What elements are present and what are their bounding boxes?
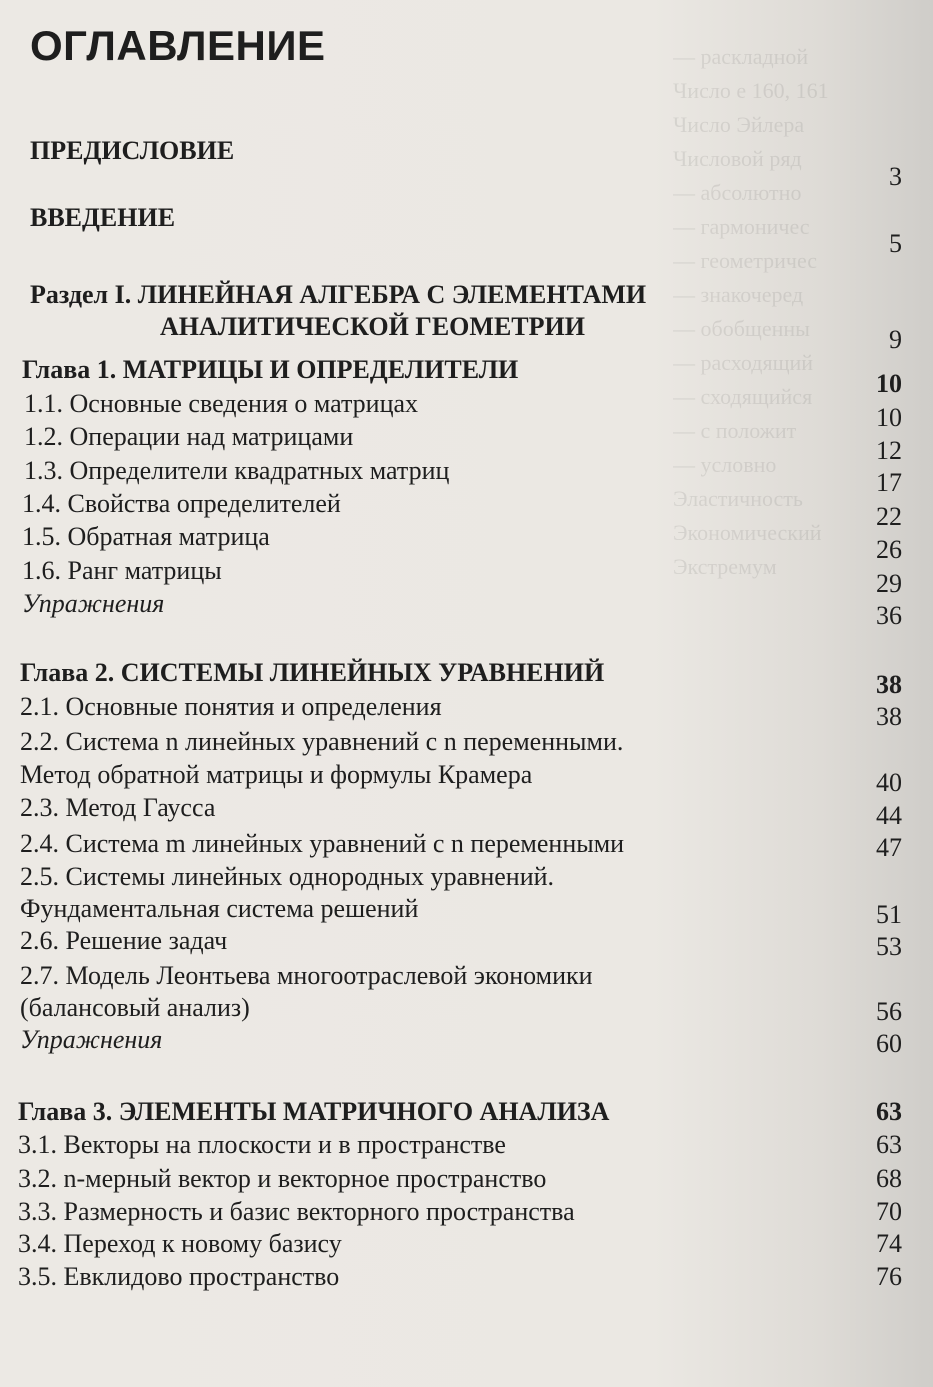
toc-entry-1-6[interactable] xyxy=(0,556,933,598)
toc-entry-text: 1.5. Обратная матрица xyxy=(22,522,270,551)
toc-entry-2-6[interactable] xyxy=(0,926,933,961)
toc-entry-3-3[interactable] xyxy=(0,1197,933,1229)
toc-entry-2-4[interactable] xyxy=(0,829,933,861)
toc-entry-text: 1.3. Определители квадратных матриц xyxy=(24,456,450,485)
toc-entry-page: 26 xyxy=(876,535,902,564)
toc-entry-page: 3 xyxy=(889,162,902,191)
toc-entry-page: 40 xyxy=(876,768,902,797)
toc-entry-1-4[interactable] xyxy=(0,489,933,531)
toc-entry-page: 29 xyxy=(876,569,902,598)
toc-entry-text: Фундаментальная система решений xyxy=(20,894,419,923)
toc-entry-text: Глава 2. СИСТЕМЫ ЛИНЕЙНЫХ УРАВНЕНИЙ xyxy=(20,658,605,687)
toc-entry-1-1[interactable] xyxy=(0,389,933,432)
toc-entry-page: 38 xyxy=(876,670,902,699)
toc-entry-page: 10 xyxy=(876,403,902,432)
toc-entry-page: 36 xyxy=(876,601,902,630)
toc-chapter-2[interactable] xyxy=(0,658,933,699)
toc-entry-page: 63 xyxy=(876,1130,902,1159)
toc-entry-page: 51 xyxy=(876,900,902,929)
toc-entry-2-7-line-1[interactable] xyxy=(0,961,933,993)
toc-entry-text: ВВЕДЕНИЕ xyxy=(30,203,176,232)
toc-part-1-line-1[interactable] xyxy=(0,280,933,312)
toc-entry-2-7-line-2[interactable] xyxy=(0,993,933,1025)
toc-entry-page: 70 xyxy=(876,1197,902,1226)
toc-entry-text: 1.4. Свойства определителей xyxy=(22,489,341,518)
toc-title: ОГЛАВЛЕНИЕ xyxy=(30,22,326,69)
toc-entry-page: 38 xyxy=(876,702,902,731)
toc-entry-text: 1.2. Операции над матрицами xyxy=(24,422,354,451)
toc-entry-text: (балансовый анализ) xyxy=(20,993,250,1022)
toc-entry-1-3[interactable] xyxy=(0,456,933,497)
toc-entry-page: 10 xyxy=(876,369,902,398)
toc-entry-2-2-line-2[interactable] xyxy=(0,760,933,797)
toc-entry-text: 2.6. Решение задач xyxy=(20,926,228,955)
toc-entry-3-1[interactable] xyxy=(0,1130,933,1162)
toc-entry-text: Глава 1. МАТРИЦЫ И ОПРЕДЕЛИТЕЛИ xyxy=(22,355,519,384)
toc-entry-page: 63 xyxy=(876,1097,902,1126)
toc-entry-page: 12 xyxy=(876,436,902,465)
toc-entry-text: Метод обратной матрицы и формулы Крамера xyxy=(20,760,533,789)
toc-entry-page: 60 xyxy=(876,1029,902,1058)
toc-entry-exercises-1[interactable] xyxy=(0,589,933,630)
toc-entry-text: АНАЛИТИЧЕСКОЙ ГЕОМЕТРИИ xyxy=(160,312,585,341)
toc-entry-3-5[interactable] xyxy=(0,1262,933,1294)
toc-chapter-1[interactable] xyxy=(0,355,933,398)
toc-entry-2-5-line-1[interactable] xyxy=(0,862,933,894)
toc-entry-text: Упражнения xyxy=(22,589,165,618)
toc-entry-text: 3.5. Евклидово пространство xyxy=(18,1262,340,1291)
toc-entry-text: 3.3. Размерность и базис векторного пространства xyxy=(18,1197,575,1226)
toc-entry-text: 3.1. Векторы на плоскости и в пространстве xyxy=(18,1130,506,1159)
toc-entry-exercises-2[interactable] xyxy=(0,1025,933,1057)
toc-part-1-line-2[interactable] xyxy=(0,312,933,354)
show-through-text: — раскладной Число e 160, 161 Число Эйлера Числовой ряд — абсолютно — гармоничес — геометричес — знакочеред — обобщенны — расходящий — сходящийся — с положит — условно Эластичность Экономический Экстремум xyxy=(673,44,829,579)
toc-entry-text: Упражнения xyxy=(20,1025,163,1054)
toc-entry-page: 68 xyxy=(876,1164,902,1193)
toc-entry-text: 1.1. Основные сведения о матрицах xyxy=(24,389,419,418)
toc-entry-3-4[interactable] xyxy=(0,1229,933,1261)
toc-entry-2-2-line-1[interactable] xyxy=(0,727,933,759)
toc-entry-page: 47 xyxy=(876,833,902,862)
toc-entry-introduction[interactable] xyxy=(0,203,933,258)
toc-chapter-3[interactable] xyxy=(0,1097,933,1129)
toc-entry-text: 2.4. Система m линейных уравнений с n переменными xyxy=(20,829,625,858)
toc-entry-page: 53 xyxy=(876,932,902,961)
toc-entry-preface[interactable] xyxy=(0,136,933,191)
toc-entry-page: 9 xyxy=(889,325,902,354)
toc-entry-text: 3.2. n-мерный вектор и векторное пространство xyxy=(18,1164,547,1193)
toc-entry-page: 74 xyxy=(876,1229,902,1258)
toc-entry-2-5-line-2[interactable] xyxy=(0,894,933,929)
toc-entry-page: 5 xyxy=(889,229,902,258)
toc-entry-page: 17 xyxy=(876,468,902,497)
toc-entry-3-2[interactable] xyxy=(0,1164,933,1196)
toc-entry-text: 1.6. Ранг матрицы xyxy=(22,556,222,585)
toc-entry-2-3[interactable] xyxy=(0,793,933,830)
toc-entry-text: ПРЕДИСЛОВИЕ xyxy=(30,136,235,165)
toc-entry-text: Глава 3. ЭЛЕМЕНТЫ МАТРИЧНОГО АНАЛИЗА xyxy=(18,1097,610,1126)
toc-entry-text: 2.5. Системы линейных однородных уравнений. xyxy=(20,862,555,891)
toc-entry-text: 2.2. Система n линейных уравнений с n переменными. xyxy=(20,727,624,756)
toc-entry-page: 56 xyxy=(876,997,902,1026)
toc-entry-text: 3.4. Переход к новому базису xyxy=(18,1229,342,1258)
toc-entry-page: 22 xyxy=(876,502,902,531)
toc-entry-text: 2.1. Основные понятия и определения xyxy=(20,692,442,721)
toc-entry-text: Раздел I. ЛИНЕЙНАЯ АЛГЕБРА С ЭЛЕМЕНТАМИ xyxy=(30,280,647,309)
toc-entry-1-2[interactable] xyxy=(0,422,933,465)
toc-entry-page: 44 xyxy=(876,801,902,830)
toc-entry-page: 76 xyxy=(876,1262,902,1291)
toc-entry-text: 2.7. Модель Леонтьева многоотраслевой экономики xyxy=(20,961,593,990)
toc-entry-1-5[interactable] xyxy=(0,522,933,564)
toc-entry-text: 2.3. Метод Гаусса xyxy=(20,793,216,822)
toc-entry-2-1[interactable] xyxy=(0,692,933,731)
